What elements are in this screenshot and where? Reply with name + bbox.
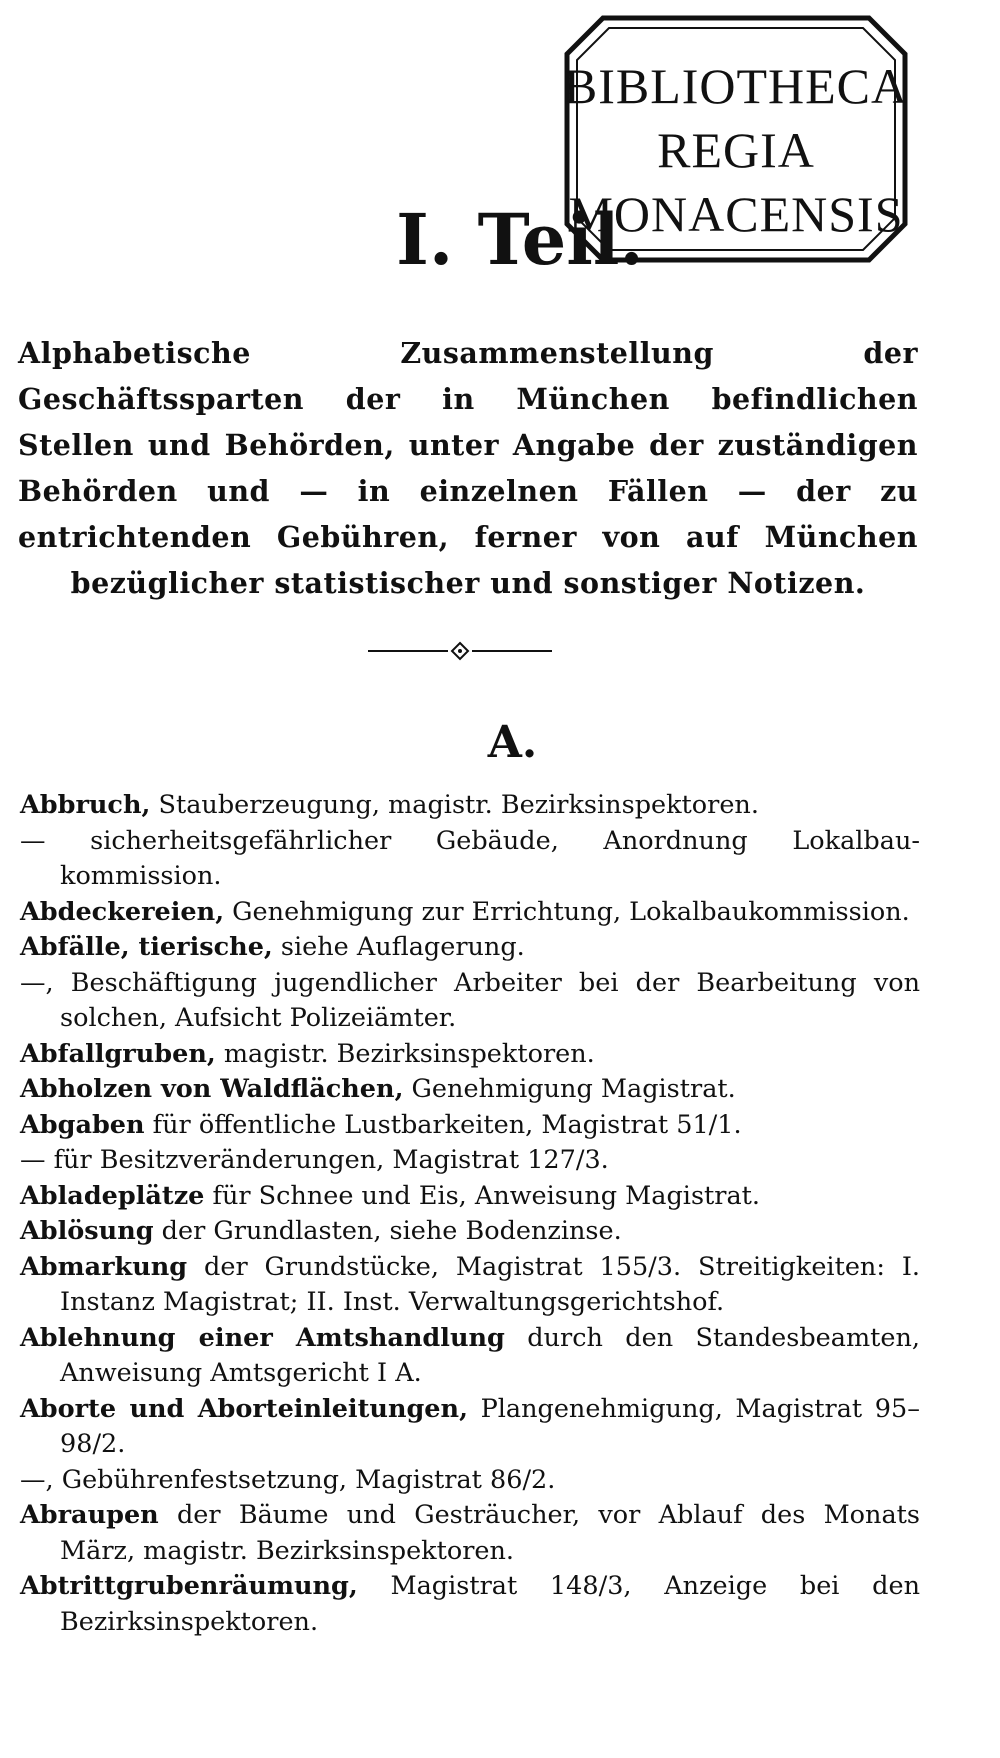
list-item [20,1108,920,1144]
entry-head: Aborte und Aborteinleitungen, [20,1393,468,1424]
entry-text: magistr. Bezirksinspektoren. [215,1038,595,1069]
list-item [20,1143,920,1179]
entry-text: —, Gebührenfestsetzung, Magistrat 86/2. [20,1464,556,1495]
list-item [20,1179,920,1215]
entry-text: — sicherheitsgefährlicher Gebäude, Anordnung Lokalbaukommission. [20,825,920,891]
entry-head: Abraupen [20,1500,159,1530]
list-item [20,1072,920,1108]
section-heading: A. [487,717,538,768]
stamp-line-2: REGIA [657,122,815,178]
entry-text: Genehmigung Magistrat. [403,1074,736,1104]
ornament-divider [360,641,560,661]
list-item [20,1250,920,1321]
list-item [20,1463,920,1499]
list-item [20,1321,920,1392]
stamp-line-1: BIBLIOTHECA [563,58,909,114]
list-item [20,1569,920,1640]
stamp-line-3: MONACENSIS [568,186,904,242]
entry-text: für öffentliche Lustbarkeiten, Magistrat 51/1. [144,1109,742,1140]
entry-text: Plangenehmigung, Magistrat 95–98/2. [60,1393,920,1459]
entry-text: Stauberzeugung, magistr. Bezirksinspektoren. [150,790,759,820]
list-item [20,966,920,1037]
entry-head: Abmarkung [20,1251,188,1282]
intro-paragraph: Alphabetische Zusammenstellung der Geschäftssparten der in München befindlichen Stellen und Behörden, unter Angabe der zuständigen Behörden und — in einzelnen Fällen — der zu entrichtenden Gebühren, ferner von auf München bezüglicher statistischer und sonstiger Notizen. [18,336,918,600]
entry-text: — für Besitzveränderungen, Magistrat 127/3. [20,1145,609,1175]
list-item [20,1498,920,1569]
entry-text: der Grundlasten, siehe Bodenzinse. [153,1216,622,1246]
entry-head: Abtrittgrubenräumung, [20,1571,358,1601]
entry-head: Abbruch, [20,790,151,820]
entry-text: —, Beschäftigung jugendlicher Arbeiter bei der Bearbeitung von solchen, Aufsicht Polizeiämter. [20,967,920,1033]
entry-head: Abgaben [20,1109,145,1140]
list-item [20,930,920,966]
entry-text: für Schnee und Eis, Anweisung Magistrat. [204,1180,761,1211]
entry-head: Abfälle, tierische, [20,932,273,962]
entry-head: Abladeplätze [20,1180,205,1211]
entry-list [20,788,920,1640]
page-title: I. Teil. [396,198,644,281]
list-item [20,1392,920,1463]
entry-head: Ablösung [20,1216,154,1246]
list-item [20,824,920,895]
entry-text: siehe Auflagerung. [272,932,525,962]
entry-head: Abfallgruben, [20,1038,216,1069]
list-item [20,1214,920,1250]
list-item [20,788,920,824]
entry-text: Magistrat 148/3, Anzeige bei den Bezirksinspektoren. [60,1571,920,1637]
entry-text: durch den Standesbeamten, Anweisung Amtsgericht I A. [60,1322,921,1388]
entry-head: Abdeckereien, [20,896,225,927]
entry-head: Abholzen von Waldflächen, [20,1074,404,1104]
entry-text: der Grundstücke, Magistrat 155/3. Streitigkeiten: I. Instanz Magistrat; II. Inst. Verwaltungsgerichtshof. [60,1251,920,1317]
entry-text: Genehmigung zur Errichtung, Lokalbaukommission. [224,896,910,927]
entry-head: Ablehnung einer Amtshandlung [20,1322,505,1353]
list-item [20,1037,920,1073]
entry-text: der Bäume und Gesträucher, vor Ablauf des Monats März, magistr. Bezirksinspektoren. [60,1500,920,1566]
list-item [20,895,920,931]
